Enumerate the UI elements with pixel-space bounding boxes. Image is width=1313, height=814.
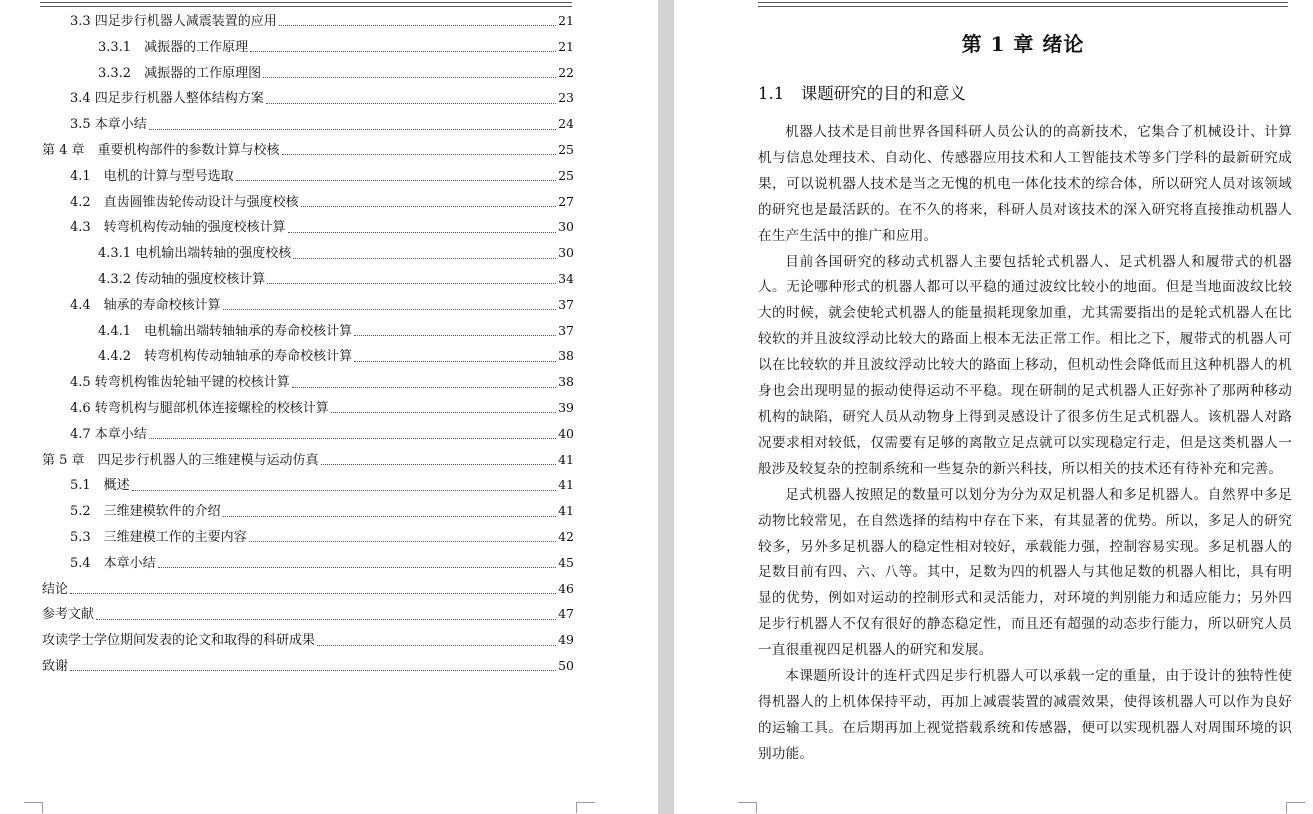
page-gutter <box>658 0 674 814</box>
header-rule <box>758 2 1288 7</box>
toc-entry[interactable] <box>42 60 574 86</box>
toc-entry-label: 4.4.1 电机输出端转轴轴承的寿命校核计算 <box>98 323 353 339</box>
toc-entry[interactable] <box>42 498 574 524</box>
toc-page-number: 23 <box>558 90 574 106</box>
toc-entry[interactable] <box>42 137 574 163</box>
toc-entry-label: 3.3.1 减振器的工作原理 <box>98 39 249 55</box>
toc-leader-dots <box>249 541 556 542</box>
toc-entry[interactable] <box>42 318 574 344</box>
toc-page-number: 50 <box>558 657 574 673</box>
toc-page-number: 41 <box>558 503 574 519</box>
toc-entry-label: 4.4.2 转弯机构传动轴轴承的寿命校核计算 <box>98 349 353 365</box>
toc-entry-label: 4.5 转弯机构锥齿轮轴平键的校核计算 <box>70 375 290 391</box>
toc-entry[interactable] <box>42 472 574 498</box>
toc-page-number: 24 <box>558 116 574 132</box>
toc-leader-dots <box>321 464 557 465</box>
crop-mark <box>24 802 43 813</box>
toc-entry-label: 5.4 本章小结 <box>70 555 156 571</box>
toc-leader-dots <box>158 567 556 568</box>
toc-entry-label: 3.4 四足步行机器人整体结构方案 <box>70 91 264 107</box>
toc-entry[interactable] <box>42 524 574 550</box>
toc-entry[interactable] <box>42 421 574 447</box>
chapter-title: 第 1 章 绪论 <box>961 32 1085 56</box>
toc-entry-label: 5.2 三维建模软件的介绍 <box>70 504 221 520</box>
crop-mark <box>738 802 757 813</box>
toc-leader-dots <box>149 438 556 439</box>
toc-page-number: 30 <box>558 219 574 235</box>
toc-entry[interactable] <box>42 292 574 318</box>
toc-leader-dots <box>223 309 556 310</box>
crop-mark <box>1286 802 1305 813</box>
toc-entry-label: 参考文献 <box>42 607 95 623</box>
toc-leader-dots <box>250 51 556 52</box>
toc-leader-dots <box>293 258 556 259</box>
toc-entry-label: 4.3 转弯机构传动轴的强度校核计算 <box>70 220 286 236</box>
toc-entry-label: 致谢 <box>42 658 69 674</box>
toc-leader-dots <box>288 232 556 233</box>
toc-leader-dots <box>317 645 556 646</box>
toc-page-number: 49 <box>558 632 574 648</box>
toc-leader-dots <box>132 490 556 491</box>
toc-leader-dots <box>96 619 556 620</box>
toc-entry-label: 第 4 章 重要机构部件的参数计算与校核 <box>42 142 280 158</box>
toc-entry[interactable] <box>42 8 574 34</box>
toc-entry[interactable] <box>42 343 574 369</box>
toc-page-number: 39 <box>558 399 574 415</box>
toc-entry[interactable] <box>42 627 574 653</box>
toc-leader-dots <box>263 77 556 78</box>
toc-entry-label: 第 5 章 四足步行机器人的三维建模与运动仿真 <box>42 452 319 468</box>
toc-page-number: 38 <box>558 374 574 390</box>
section-title: 1.1 课题研究的目的和意义 <box>758 84 966 103</box>
toc-page-number: 21 <box>558 38 574 54</box>
toc-leader-dots <box>279 25 556 26</box>
body-text <box>758 120 1292 768</box>
toc-page-number: 45 <box>558 554 574 570</box>
toc-entry[interactable] <box>42 111 574 137</box>
toc-entry-label: 4.3.1 电机输出端转轴的强度校核 <box>98 246 292 262</box>
toc-leader-dots <box>149 129 556 130</box>
toc-entry-label: 4.4 轴承的寿命校核计算 <box>70 297 221 313</box>
toc-page-number: 37 <box>558 296 574 312</box>
toc-entry[interactable] <box>42 369 574 395</box>
toc-leader-dots <box>292 387 556 388</box>
toc-leader-dots <box>70 593 556 594</box>
paragraph: 足式机器人按照足的数量可以划分为分为双足机器人和多足机器人。自然界中多足动物比较常见，在自然选择的结构中存在下来，有其显著的优势。所以，多足人的研究较多，另外多足机器人的稳定性相对较好，承载能力强，控制容易实现。多足机器人的足数目前有四、六、八等。其中，足数为四的机器人与其他足数的机器人相比，具有明显的优势，例如对运动的控制形式和灵活能力，对环境的判别能力和适应能力；另外四足步行机器人不仅有很好的静态稳定性，而且还有超强的动态步行能力，所以研究人员一直很重视四足机器人的研究和发展。 <box>758 486 1292 659</box>
paragraph: 本课题所设计的连杆式四足步行机器人可以承载一定的重量，由于设计的独特性使得机器人的上机体保持平动，再加上减震装置的减震效果，使得该机器人可以作为良好的运输工具。在后期再加上视觉搭载系统和传感器，便可以实现机器人对周围环境的识别功能。 <box>758 668 1292 762</box>
toc-entry[interactable] <box>42 85 574 111</box>
toc-page-number: 21 <box>558 13 574 28</box>
crop-mark <box>576 802 595 813</box>
toc-entry[interactable] <box>42 266 574 292</box>
toc-entry-label: 5.3 三维建模工作的主要内容 <box>70 529 247 545</box>
toc-page-number: 42 <box>558 528 574 544</box>
toc-entry-label: 3.5 本章小结 <box>70 117 147 133</box>
toc-entry[interactable] <box>42 653 574 679</box>
toc-page-number: 46 <box>558 580 574 596</box>
toc-leader-dots <box>354 335 556 336</box>
toc-entry-label: 3.3.2 减振器的工作原理图 <box>98 65 262 81</box>
toc-leader-dots <box>282 154 557 155</box>
toc-entry-label: 4.7 本章小结 <box>70 426 147 442</box>
toc-page-number: 34 <box>558 270 574 286</box>
toc-leader-dots <box>236 180 556 181</box>
toc-leader-dots <box>266 103 556 104</box>
toc-entry[interactable] <box>42 601 574 627</box>
chapter-page <box>674 0 1313 814</box>
toc-entry-label: 4.3.2 传动轴的强度校核计算 <box>98 271 266 287</box>
toc-page-number: 37 <box>558 322 574 338</box>
toc-entry-label: 攻读学士学位期间发表的论文和取得的科研成果 <box>42 633 316 649</box>
toc-page-number: 40 <box>558 425 574 441</box>
toc-leader-dots <box>223 516 556 517</box>
toc-entry[interactable] <box>42 214 574 240</box>
toc-entry[interactable] <box>42 447 574 473</box>
toc-leader-dots <box>301 206 556 207</box>
toc-leader-dots <box>267 283 556 284</box>
toc-page-number: 38 <box>558 348 574 364</box>
toc-page-number: 22 <box>558 64 574 80</box>
toc-leader-dots <box>331 412 556 413</box>
paragraph: 目前各国研究的移动式机器人主要包括轮式机器人、足式机器人和履带式的机器人。无论哪种形式的机器人都可以平稳的通过波纹比较小的地面。但是当地面波纹比较大的时候，就会使轮式机器人的能量损耗现象加重，尤其需要指出的是轮式机器人在比较软的并且波纹浮动比较大的路面上根本无法正常工作。相比之下，履带式的机器人可以在比较软的并且波纹浮动比较大的路面上移动，但机动性会降低而且这种机器人的机身也会出现明显的振动使得运动不平稳。现在研制的足式机器人正好弥补了那两种移动机构的缺陷，研究人员从动物身上得到灵感设计了很多仿生足式机器人。该机器人对路况要求相对较低，仅需要有足够的离散立足点就可以实现稳定行走，但是这类机器人一般涉及较复杂的控制系统和一些复杂的新兴科技，所以相关的技术还有待补充和完善。 <box>758 253 1292 477</box>
toc-page-number: 25 <box>558 141 574 157</box>
toc-entry[interactable] <box>42 395 574 421</box>
toc-page-number: 47 <box>558 606 574 622</box>
toc-entry-label: 4.2 直齿圆锥齿轮传动设计与强度校核 <box>70 194 299 210</box>
toc-entry-label: 4.6 转弯机构与腿部机体连接螺栓的校核计算 <box>70 400 329 416</box>
toc-entry[interactable] <box>42 576 574 602</box>
toc-entry-label: 结论 <box>42 581 69 597</box>
toc-entry[interactable] <box>42 163 574 189</box>
toc-page-number: 27 <box>558 193 574 209</box>
paragraph: 机器人技术是目前世界各国科研人员公认的的高新技术，它集合了机械设计、计算机与信息处理技术、自动化、传感器应用技术和人工智能技术等多门学科的最新研究成果，可以说机器人技术是当之无愧的机电一体化技术的综合体，所以研究人员对该领域的研究也是最活跃的。在不久的将来，科研人员对该技术的深入研究将直接推动机器人在生产生活中的推广和应用。 <box>758 124 1292 244</box>
toc-entry[interactable] <box>42 34 574 60</box>
toc-page-number: 41 <box>558 451 574 467</box>
toc-leader-dots <box>354 361 556 362</box>
table-of-contents <box>42 8 574 679</box>
toc-leader-dots <box>70 670 556 671</box>
toc-entry[interactable] <box>42 189 574 215</box>
toc-entry[interactable] <box>42 550 574 576</box>
toc-page-number: 25 <box>558 167 574 183</box>
toc-entry-label: 3.3 四足步行机器人减震装置的应用 <box>70 14 277 29</box>
toc-entry-label: 5.1 概述 <box>70 478 130 494</box>
toc-entry[interactable] <box>42 240 574 266</box>
toc-page-number: 30 <box>558 245 574 261</box>
header-rule <box>40 2 572 7</box>
toc-page-number: 41 <box>558 477 574 493</box>
toc-entry-label: 4.1 电机的计算与型号选取 <box>70 168 234 184</box>
